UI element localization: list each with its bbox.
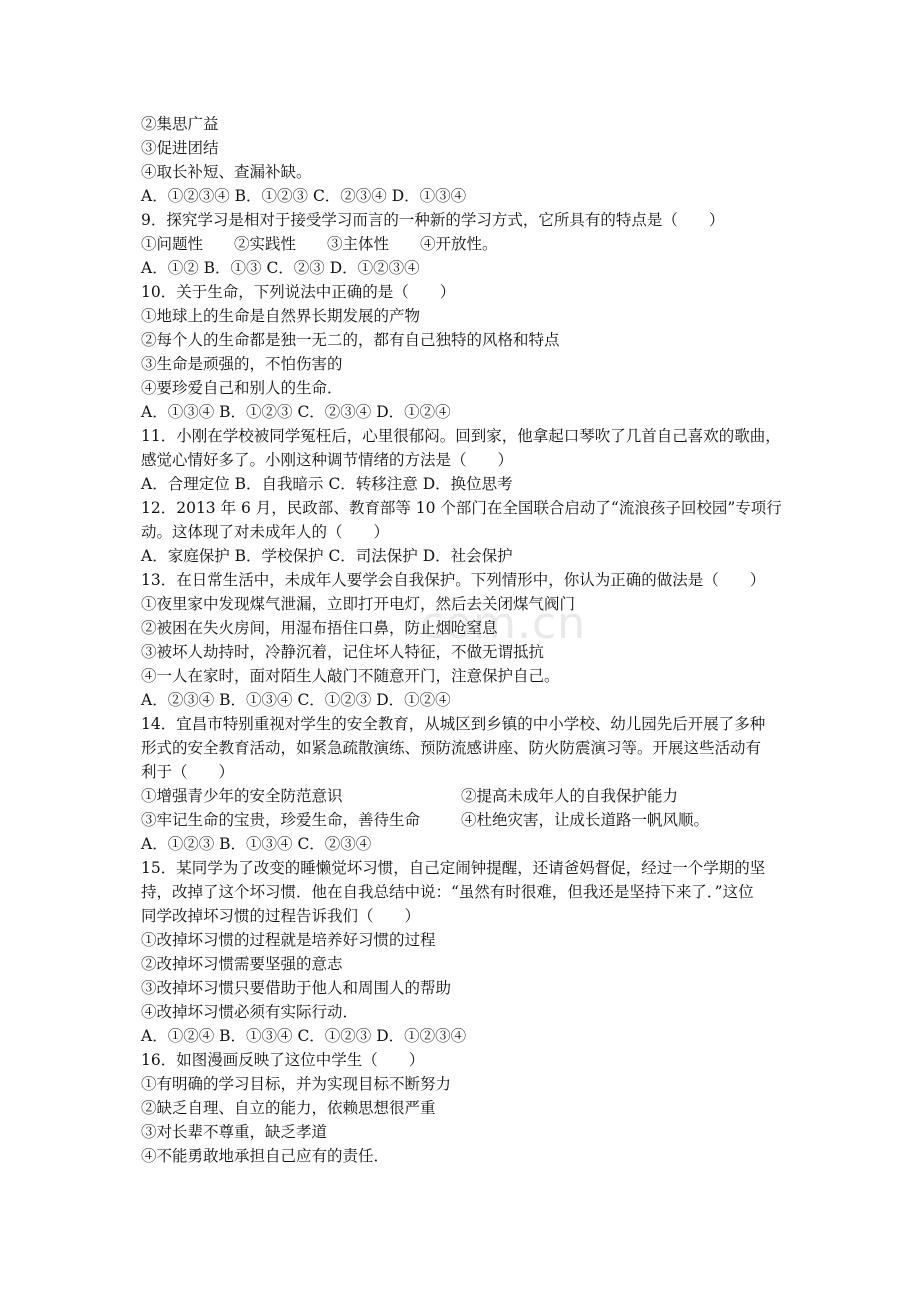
text-line: A．合理定位 B．自我暗示 C．转移注意 D．换位思考 (141, 475, 513, 493)
text-line: ②集思广益 (141, 115, 219, 133)
option-row (141, 808, 791, 832)
option-text: ③牢记生命的宝贵，珍爱生命，善待生命 (141, 811, 421, 829)
text-line: A．①②③ B．①③④ C．②③④ (141, 835, 372, 853)
option-text: ④杜绝灾害，让成长道路一帆风顺。 (461, 811, 710, 829)
text-line: ②每个人的生命都是独一无二的，都有自己独特的风格和特点 (141, 331, 560, 349)
question-14-options (141, 784, 791, 832)
text-line: ③被坏人劫持时，冷静沉着，记住坏人特征，不做无谓抵抗 (141, 643, 545, 661)
text-line: ④一人在家时，面对陌生人敲门不随意开门，注意保护自己。 (141, 667, 560, 685)
text-line: ④取长补短、查漏补缺。 (141, 163, 312, 181)
text-line: 10．关于生命，下列说法中正确的是（ ） (141, 283, 456, 301)
text-line: 11．小刚在学校被同学冤枉后，心里很郁闷。回到家，他拿起口琴吹了几首自己喜欢的歌曲， (141, 427, 781, 445)
option-row (141, 784, 791, 808)
text-line: 动。这体现了对未成年人的（ ） (141, 523, 390, 541)
text-line: ④改掉坏习惯必须有实际行动． (141, 1003, 359, 1021)
text-line: ①夜里家中发现煤气泄漏，立即打开电灯，然后去关闭煤气阀门 (141, 595, 576, 613)
text-line: A．①③④ B．①②③ C．②③④ D．①②④ (141, 403, 451, 421)
text-line: ②改掉坏习惯需要坚强的意志 (141, 955, 343, 973)
text-line: ①有明确的学习目标，并为实现目标不断努力 (141, 1075, 452, 1093)
text-line: A．家庭保护 B．学校保护 C．司法保护 D．社会保护 (141, 547, 513, 565)
text-line: 14．宜昌市特别重视对学生的安全教育，从城区到乡镇的中小学校、幼儿园先后开展了多种 (141, 715, 766, 733)
option-text: ②提高未成年人的自我保护能力 (461, 787, 679, 805)
text-line: 12．2013 年 6 月，民政部、教育部等 10 个部门在全国联合启动了“流浪孩子回校园”专项行 (141, 499, 782, 517)
text-line: ②被困在失火房间，用湿布捂住口鼻，防止烟呛窒息 (141, 619, 498, 637)
text-line: 形式的安全教育活动，如紧急疏散演练、预防流感讲座、防火防震演习等。开展这些活动有 (141, 739, 762, 757)
text-line: A．①②④ B．①③④ C．①②③ D．①②③④ (141, 1027, 467, 1045)
question-block-1 (141, 112, 791, 784)
question-block-2 (141, 832, 791, 1168)
watermark: com.cn (420, 598, 587, 649)
text-line: A．①②③④ B．①②③ C．②③④ D．①③④ (141, 187, 467, 205)
text-line: ③改掉坏习惯只要借助于他人和周围人的帮助 (141, 979, 452, 997)
text-line: ④要珍爱自己和别人的生命． (141, 379, 343, 397)
text-line: ①问题性 ②实践性 ③主体性 ④开放性。 (141, 235, 498, 253)
text-line: 利于（ ） (141, 763, 235, 781)
text-line: 16．如图漫画反映了这位中学生（ ） (141, 1051, 425, 1069)
text-line: 9．探究学习是相对于接受学习而言的一种新的学习方式，它所具有的特点是（ ） (141, 211, 725, 229)
text-line: A．②③④ B．①③④ C．①②③ D．①②④ (141, 691, 451, 709)
text-line: ③对长辈不尊重，缺乏孝道 (141, 1123, 328, 1141)
text-line: ①地球上的生命是自然界长期发展的产物 (141, 307, 421, 325)
exam-document (141, 112, 791, 1168)
text-line: 15．某同学为了改变的睡懒觉坏习惯，自己定闹钟提醒，还请爸妈督促，经过一个学期的坚 (141, 859, 766, 877)
text-line: ②缺乏自理、自立的能力，依赖思想很严重 (141, 1099, 436, 1117)
text-line: ③促进团结 (141, 139, 219, 157)
text-line: 持，改掉了这个坏习惯．他在自我总结中说：“虽然有时很难，但我还是坚持下来了．”这位 (141, 883, 754, 901)
text-line: 感觉心情好多了。小刚这种调节情绪的方法是（ ） (141, 451, 514, 469)
text-line: 13．在日常生活中，未成年人要学会自我保护。下列情形中，你认为正确的做法是（ ） (141, 571, 766, 589)
option-text: ①增强青少年的安全防范意识 (141, 787, 343, 805)
text-line: ④不能勇敢地承担自己应有的责任． (141, 1147, 390, 1165)
text-line: 同学改掉坏习惯的过程告诉我们（ ） (141, 907, 421, 925)
text-line: ①改掉坏习惯的过程就是培养好习惯的过程 (141, 931, 436, 949)
text-line: ③生命是顽强的，不怕伤害的 (141, 355, 343, 373)
text-line: A．①② B．①③ C．②③ D．①②③④ (141, 259, 420, 277)
